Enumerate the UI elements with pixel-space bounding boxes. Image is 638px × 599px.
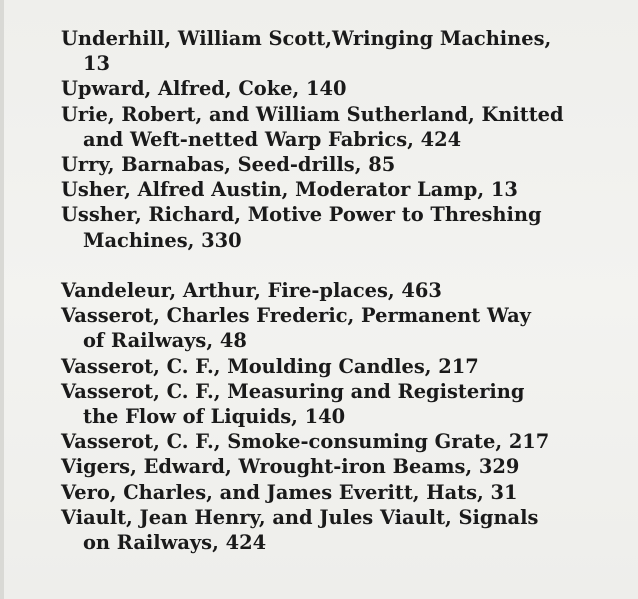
index-entry	[61, 480, 593, 505]
index-entry	[61, 278, 593, 303]
entry-line: Vasserot, Charles Frederic, Permanent Way	[61, 304, 531, 328]
entry-line: Usher, Alfred Austin, Moderator Lamp, 13	[61, 178, 518, 202]
entry-line: Viault, Jean Henry, and Jules Viault, Signals	[61, 505, 539, 529]
index-entry	[61, 202, 593, 252]
entry-line: Upward, Alfred, Coke, 140	[61, 77, 347, 101]
entry-line: Vero, Charles, and James Everitt, Hats, 31	[61, 480, 518, 504]
entry-continuation: and Weft-netted Warp Fabrics, 424	[83, 127, 462, 151]
index-entry	[61, 379, 593, 429]
index-entry	[61, 76, 593, 101]
entry-line: Vasserot, C. F., Measuring and Registering	[61, 379, 525, 403]
index-entry	[61, 505, 593, 555]
entry-line: Underhill, William Scott,Wringing Machines,	[61, 27, 552, 50]
entry-continuation: on Railways, 424	[83, 531, 267, 555]
index-entry	[61, 177, 593, 202]
entry-line: Vasserot, C. F., Moulding Candles, 217	[61, 354, 479, 378]
index-entry	[61, 354, 593, 379]
entry-line: Vandeleur, Arthur, Fire-places, 463	[61, 279, 442, 302]
entry-line: Vasserot, C. F., Smoke-consuming Grate, 217	[61, 430, 550, 454]
index-entry	[61, 102, 593, 152]
entry-continuation: the Flow of Liquids, 140	[83, 405, 346, 429]
entry-line: Ussher, Richard, Motive Power to Threshing	[61, 203, 542, 227]
entry-line: Urry, Barnabas, Seed-drills, 85	[61, 153, 396, 177]
index-entry	[61, 454, 593, 479]
entry-continuation: 13	[83, 52, 110, 76]
page-edge	[0, 0, 4, 599]
index-section-v	[61, 278, 593, 555]
index-section-u	[61, 26, 593, 253]
entry-continuation: Machines, 330	[83, 228, 242, 252]
index-entry	[61, 303, 593, 353]
index-entry	[61, 26, 593, 76]
entry-line: Vigers, Edward, Wrought-iron Beams, 329	[61, 455, 520, 479]
index-entry	[61, 152, 593, 177]
entry-continuation: of Railways, 48	[83, 329, 247, 353]
index-entry	[61, 429, 593, 454]
entry-line: Urie, Robert, and William Sutherland, Knitted	[61, 102, 564, 126]
